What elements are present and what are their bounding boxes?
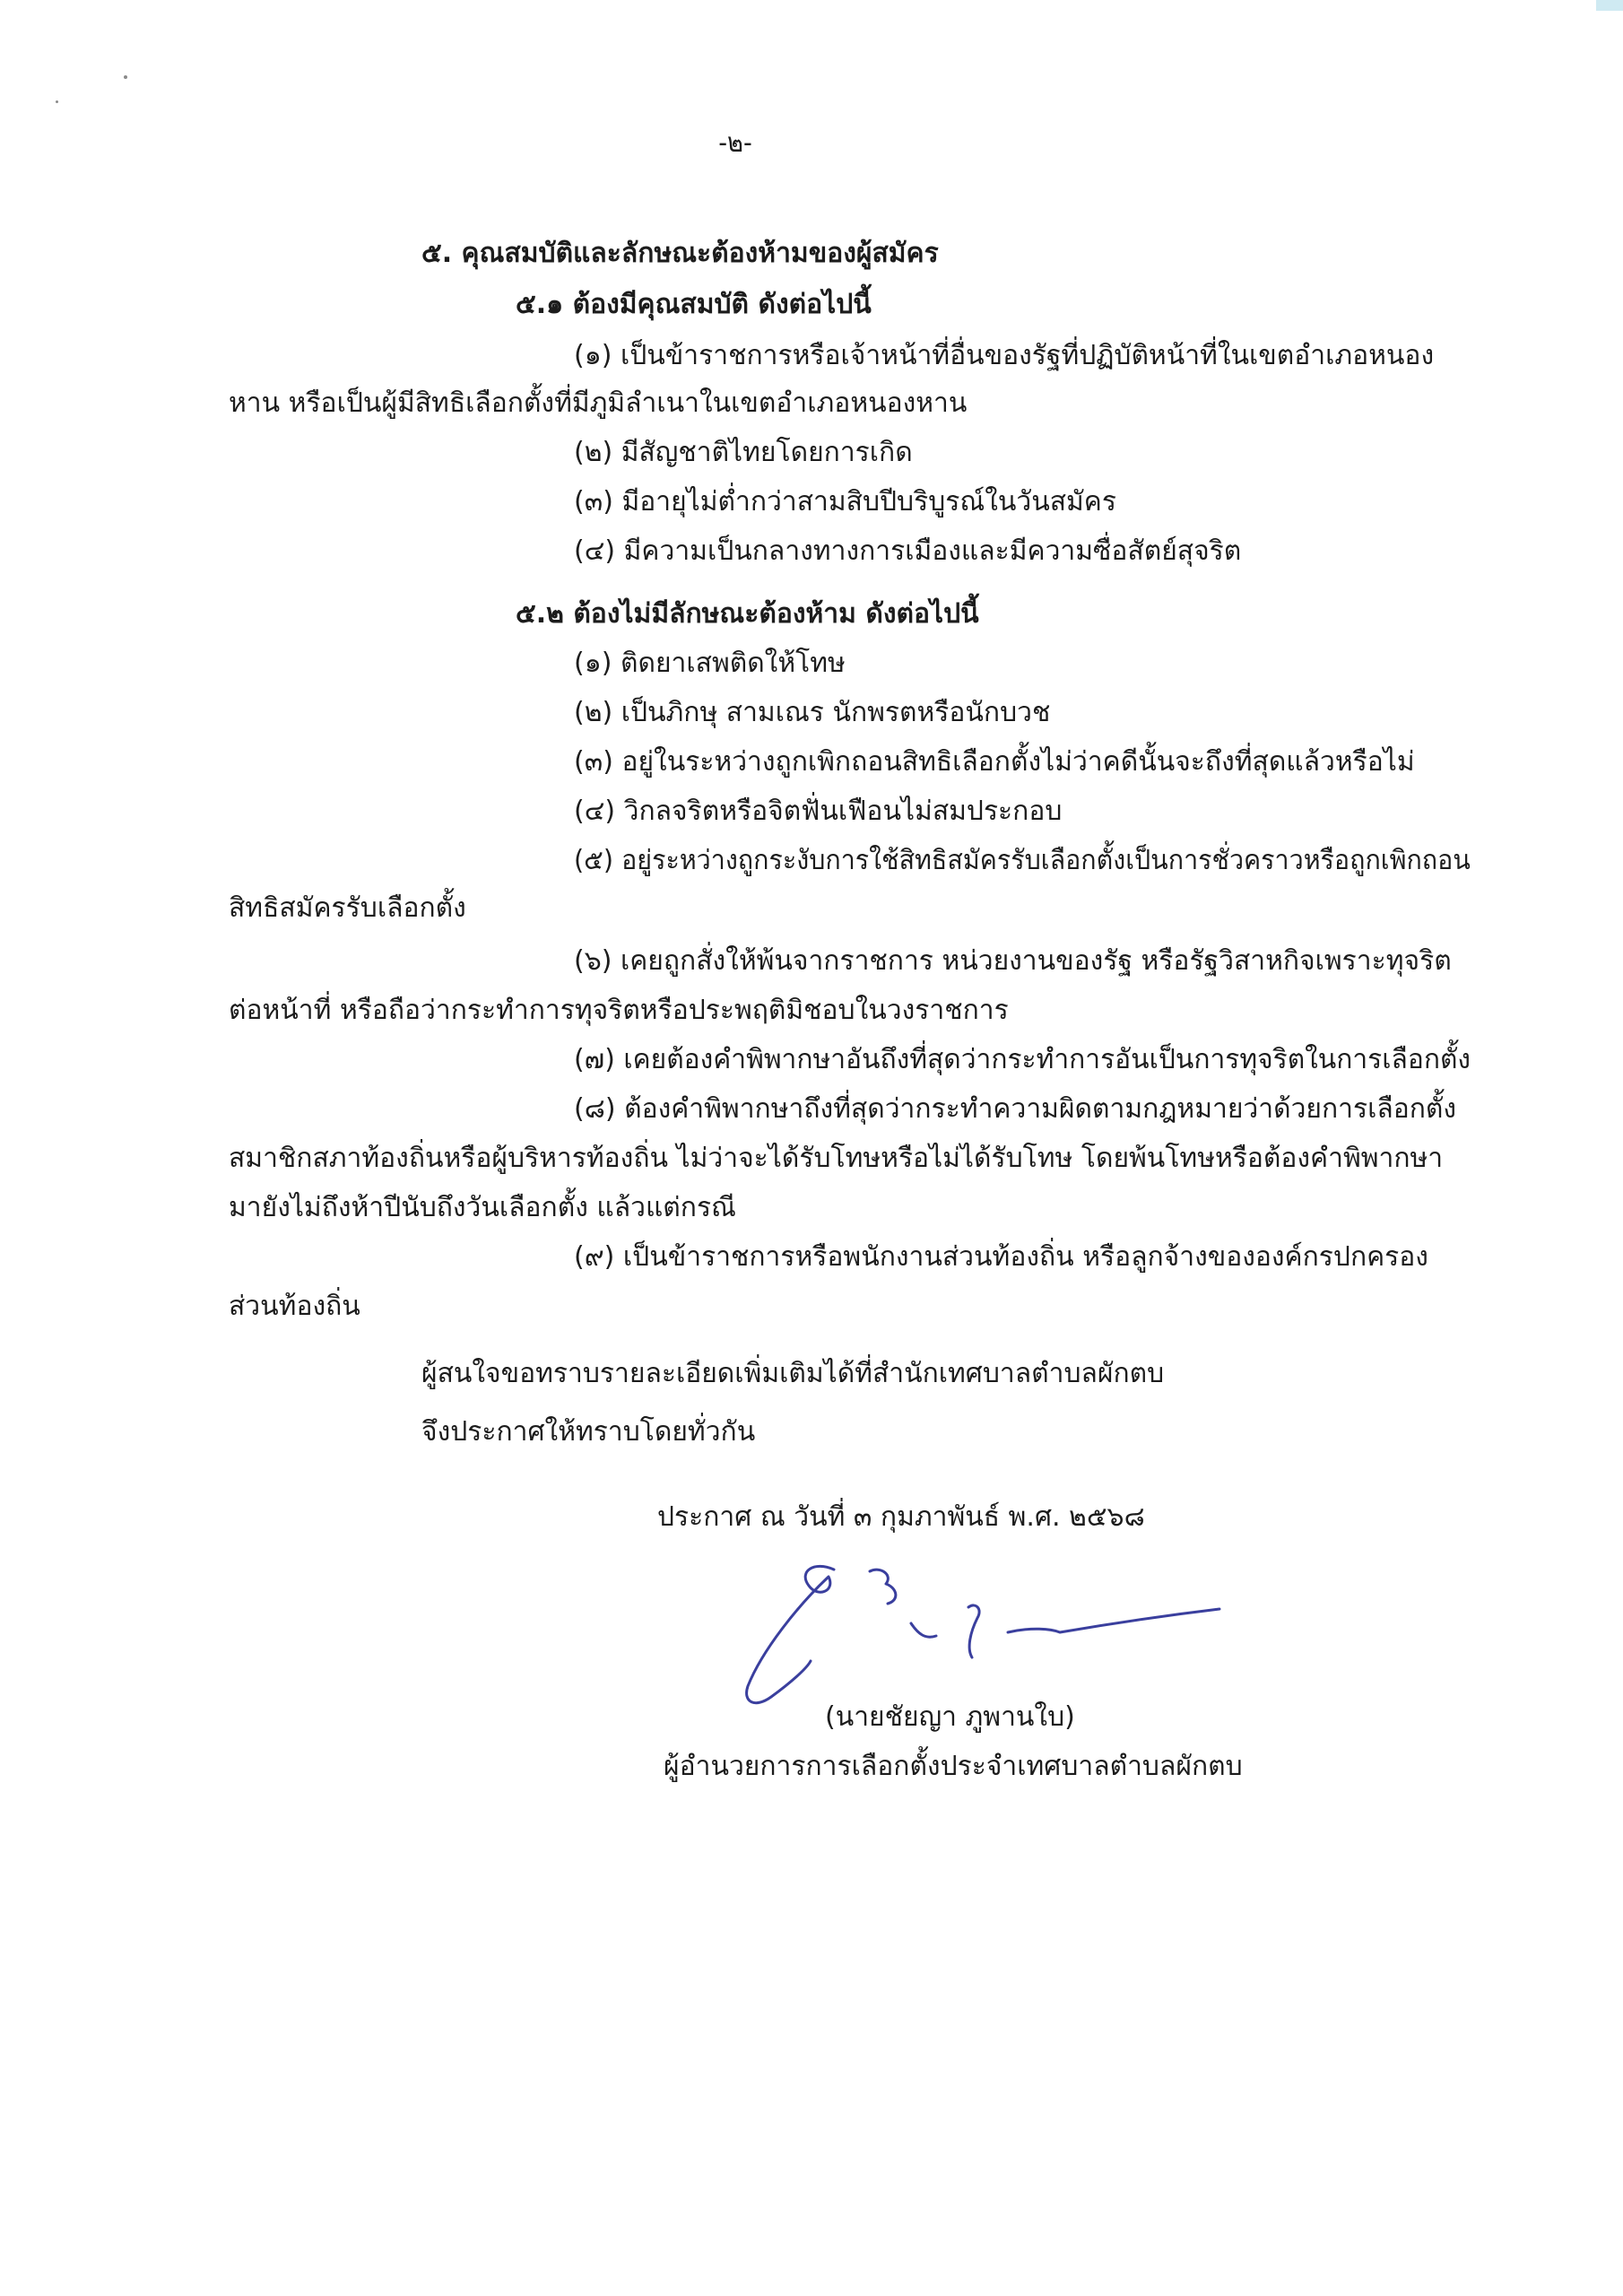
prohibition-8-line1: (๘) ต้องคำพิพากษาถึงที่สุดว่ากระทำความผิดตามกฎหมายว่าด้วยการเลือกตั้ง (574, 1093, 1457, 1125)
prohibition-8-line2: สมาชิกสภาท้องถิ่นหรือผู้บริหารท้องถิ่น ไม่ว่าจะได้รับโทษหรือไม่ได้รับโทษ โดยพ้นโทษหรือต้องคำพิพากษา (229, 1143, 1444, 1174)
prohibition-7: (๗) เคยต้องคำพิพากษาอันถึงที่สุดว่ากระทำการอันเป็นการทุจริตในการเลือกตั้ง (574, 1044, 1471, 1075)
qualification-1-line1: (๑) เป็นข้าราชการหรือเจ้าหน้าที่อื่นของรัฐที่ปฏิบัติหน้าที่ในเขตอำเภอหนอง (574, 340, 1435, 371)
scan-speck (56, 100, 58, 103)
contact-info: ผู้สนใจขอทราบรายละเอียดเพิ่มเติมได้ที่สำนักเทศบาลตำบลผักตบ (421, 1358, 1165, 1389)
scan-edge-mark (1596, 0, 1623, 11)
section-title: ๕. คุณสมบัติและลักษณะต้องห้ามของผู้สมัคร (421, 238, 939, 269)
prohibition-3: (๓) อยู่ในระหว่างถูกเพิกถอนสิทธิเลือกตั้งไม่ว่าคดีนั้นจะถึงที่สุดแล้วหรือไม่ (574, 746, 1415, 778)
prohibition-5-line1: (๕) อยู่ระหว่างถูกระงับการใช้สิทธิสมัครรับเลือกตั้งเป็นการชั่วคราวหรือถูกเพิกถอน (574, 845, 1471, 876)
prohibition-8-line3: มายังไม่ถึงห้าปีนับถึงวันเลือกตั้ง แล้วแต่กรณี (229, 1192, 736, 1223)
scan-speck (124, 75, 127, 79)
subsection-5-2-title: ๕.๒ ต้องไม่มีลักษณะต้องห้าม ดังต่อไปนี้ (516, 598, 979, 630)
signatory-position: ผู้อำนวยการการเลือกตั้งประจำเทศบาลตำบลผักตบ (664, 1751, 1243, 1782)
announcement-date: ประกาศ ณ วันที่ ๓ กุมภาพันธ์ พ.ศ. ๒๕๖๘ (657, 1501, 1145, 1533)
prohibition-9-line1: (๙) เป็นข้าราชการหรือพนักงานส่วนท้องถิ่น หรือลูกจ้างขององค์กรปกครอง (574, 1241, 1428, 1273)
qualification-1-line2: หาน หรือเป็นผู้มีสิทธิเลือกตั้งที่มีภูมิลำเนาในเขตอำเภอหนองหาน (229, 387, 968, 419)
prohibition-9-line2: ส่วนท้องถิ่น (229, 1291, 360, 1322)
prohibition-1: (๑) ติดยาเสพติดให้โทษ (574, 648, 846, 679)
prohibition-5-line2: สิทธิสมัครรับเลือกตั้ง (229, 892, 466, 924)
qualification-4: (๔) มีความเป็นกลางทางการเมืองและมีความซื่อสัตย์สุจริต (574, 535, 1242, 567)
signature-image (735, 1552, 1237, 1722)
qualification-2: (๒) มีสัญชาติไทยโดยการเกิด (574, 437, 913, 468)
qualification-3: (๓) มีอายุไม่ต่ำกว่าสามสิบปีบริบูรณ์ในวันสมัคร (574, 486, 1116, 517)
page-number: -๒- (718, 127, 752, 159)
signatory-name: (นายชัยญา ภูพานใบ) (825, 1701, 1075, 1733)
prohibition-6-line1: (๖) เคยถูกสั่งให้พ้นจากราชการ หน่วยงานของรัฐ หรือรัฐวิสาหกิจเพราะทุจริต (574, 945, 1452, 977)
announcement-line: จึงประกาศให้ทราบโดยทั่วกัน (421, 1416, 756, 1448)
prohibition-2: (๒) เป็นภิกษุ สามเณร นักพรตหรือนักบวช (574, 697, 1051, 728)
prohibition-6-line2: ต่อหน้าที่ หรือถือว่ากระทำการทุจริตหรือประพฤติมิชอบในวงราชการ (229, 995, 1009, 1026)
prohibition-4: (๔) วิกลจริตหรือจิตฟั่นเฟือนไม่สมประกอบ (574, 796, 1063, 827)
subsection-5-1-title: ๕.๑ ต้องมีคุณสมบัติ ดังต่อไปนี้ (516, 289, 872, 320)
